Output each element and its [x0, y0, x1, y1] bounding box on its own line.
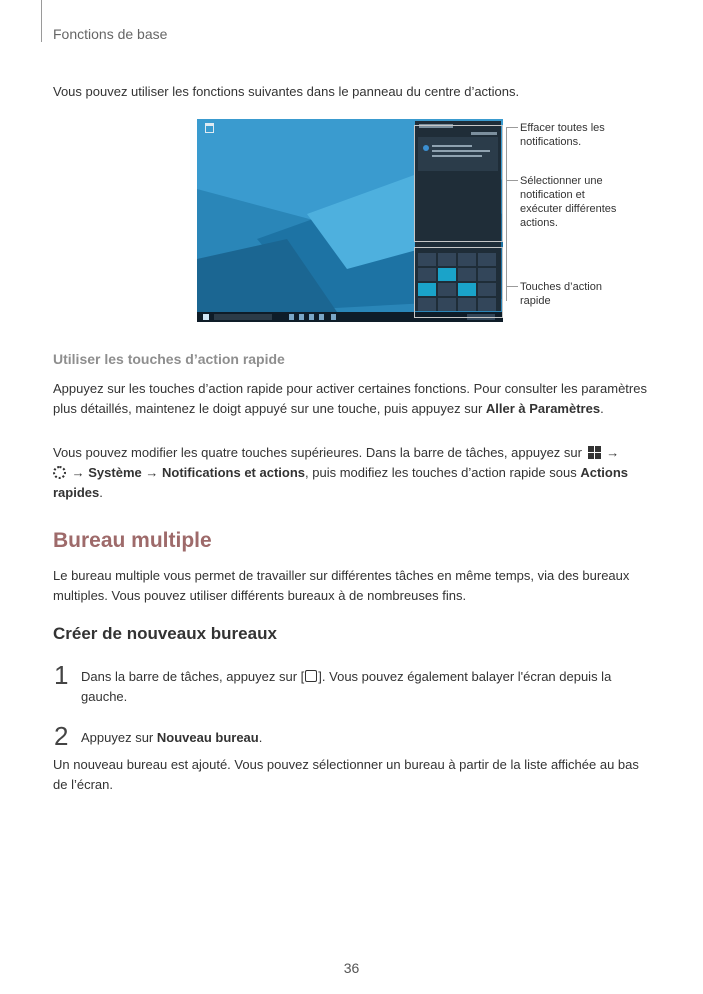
taskbar-app-icon [309, 314, 314, 320]
system-label: Système [88, 465, 142, 480]
create-desktops-heading: Créer de nouveaux bureaux [53, 624, 277, 643]
page-number: 36 [343, 960, 360, 976]
callout-clear-all: Effacer toutes les notifications. [520, 122, 605, 148]
taskbar-app-icon [319, 314, 324, 320]
quick-actions-paragraph-1 [53, 379, 653, 419]
multi-desktop-heading: Bureau multiple [53, 529, 212, 552]
paragraph-text: . [600, 401, 604, 416]
callout-select-notification: Sélectionner une notification et exécuter différentes actions. [520, 175, 617, 229]
arrow-icon: → [71, 465, 85, 480]
quick-actions-label: Actions rapides [53, 465, 629, 500]
arrow-icon: → [606, 445, 620, 460]
start-icon [203, 314, 209, 320]
callout-tick [506, 286, 518, 287]
callout-quick-actions: Touches d’action rapide [520, 281, 602, 307]
intro-paragraph: Vous pouvez utiliser les fonctions suivantes dans le panneau du centre d’actions. [53, 84, 520, 99]
taskbar-search-box [214, 314, 272, 320]
callout-connector [506, 127, 507, 301]
paragraph-text: Vous pouvez modifier les quatre touches supérieures. Dans la barre de tâches, appuyez sur [53, 445, 582, 460]
taskbar-app-icon [331, 314, 336, 320]
paragraph-text: , puis modifiez les touches d’action rapide sous [305, 465, 581, 480]
step-number: 1 [54, 660, 69, 690]
step-number: 2 [54, 721, 69, 751]
recycle-bin-icon [205, 123, 214, 133]
multi-desktop-outro: Un nouveau bureau est ajouté. Vous pouvez sélectionner un bureau à partir de la liste affichée au bas de l’écran. [53, 757, 639, 792]
callout-tick [506, 127, 518, 128]
callout-tick [506, 180, 518, 181]
notifications-highlight-frame [414, 125, 503, 242]
step-2-text [81, 728, 641, 748]
paragraph-text: . [99, 485, 103, 500]
settings-gear-icon [53, 466, 66, 479]
step-1-text [81, 667, 641, 707]
paragraph-text: Appuyez sur les touches d’action rapide pour activer certaines fonctions. Pour consulter les paramètres plus détaillés, maintenez le doigt appuyé sur une touche, puis appuyez sur [53, 381, 647, 416]
step-text: . [258, 730, 263, 745]
task-view-icon [305, 670, 317, 682]
go-to-settings-label: Aller à Paramètres [485, 401, 601, 416]
new-desktop-label: Nouveau bureau [156, 730, 259, 745]
arrow-icon: → [145, 465, 159, 480]
quick-actions-heading: Utiliser les touches d’action rapide [53, 351, 285, 367]
step-text: ]. Vous pouvez également balayer l'écran depuis la gauche. [81, 669, 612, 704]
step-text: Appuyez sur [81, 730, 157, 745]
taskbar-app-icon [289, 314, 294, 320]
notifications-actions-label: Notifications et actions [161, 465, 306, 480]
step-text: Dans la barre de tâches, appuyez sur [ [81, 669, 305, 684]
taskbar-app-icon [299, 314, 304, 320]
quick-actions-paragraph-2 [53, 443, 653, 503]
quick-actions-highlight-frame [414, 247, 503, 318]
multi-desktop-intro: Le bureau multiple vous permet de travailler sur différentes tâches en même temps, via des bureaux multiples. Vous pouvez utiliser différents bureaux à de nombreuses fins. [53, 568, 630, 603]
page-margin-rule [41, 0, 42, 42]
windows-start-icon [588, 446, 601, 459]
section-header: Fonctions de base [53, 26, 168, 42]
